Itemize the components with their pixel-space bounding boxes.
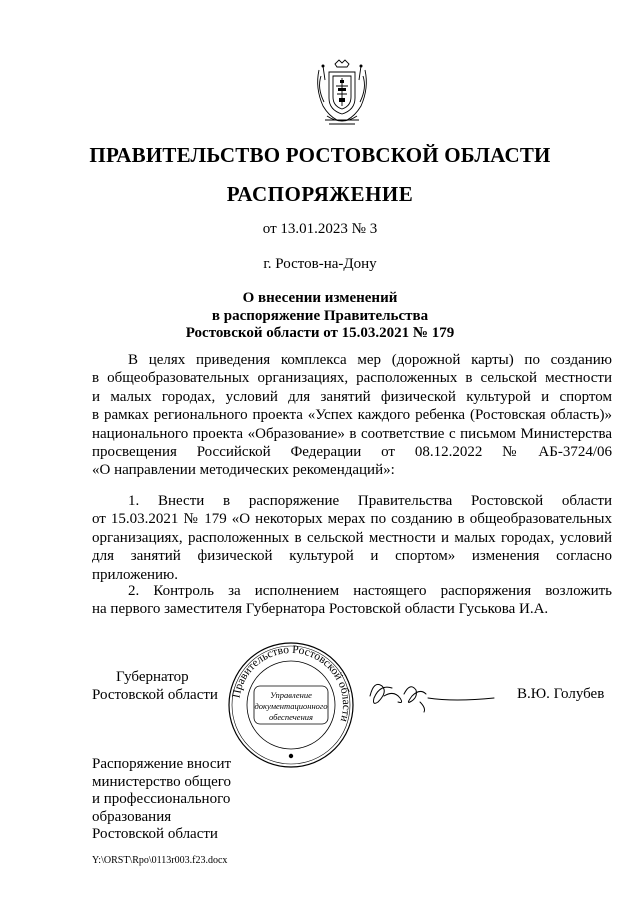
paragraph-line: В целях приведения комплекса мер (дорожной карты) по созданию (128, 352, 612, 368)
file-path: Y:\ORST\Rpo\0113r003.f23.docx (92, 855, 228, 866)
official-seal (226, 640, 356, 770)
paragraph-line: от 15.03.2021 № 179 «О некоторых мерах по созданию в общеобразовательных (92, 511, 612, 528)
paragraph-line: для занятий физической культурой и спортом» изменения согласно (92, 548, 612, 565)
subject-line: О внесении изменений (242, 290, 398, 306)
coat-of-arms-emblem (313, 58, 371, 128)
document-city: г. Ростов-на-Дону (263, 256, 377, 272)
note-line: и профессионального (92, 791, 231, 807)
submitted-by-note (92, 756, 231, 844)
paragraph-line: просвещения Российской Федерации от 08.12.2022 № АБ-3724/06 (92, 444, 612, 461)
document-subject (0, 290, 640, 343)
paragraph-line: и малых городах, условий для занятий физической культурой и спортом (92, 388, 612, 405)
paragraph-line: на первого заместителя Губернатора Ростовской области Гуськова И.А. (92, 601, 549, 618)
signatory-region: Ростовской области (92, 687, 218, 703)
note-line: министерство общего (92, 773, 232, 790)
handwritten-signature (364, 672, 499, 714)
paragraph-line: в общеобразовательных организациях, расположенных в сельской местности (92, 370, 612, 387)
paragraph-line: 2. Контроль за исполнением настоящего распоряжения возложить (128, 583, 612, 599)
paragraph-line: организациях, расположенных в сельской местности и малых городах, условий (92, 529, 612, 546)
signatory-title (92, 668, 218, 704)
seal-inner-line: Управление (270, 690, 312, 700)
subject-line: в распоряжение Правительства (211, 307, 429, 324)
paragraph-line: в рамках регионального проекта «Успех каждого ребенка (Ростовская область)» (92, 407, 612, 424)
paragraph-line: приложению. (92, 566, 179, 583)
item-1-paragraph (92, 492, 612, 584)
paragraph-line: «О направлении методических рекомендаций»: (92, 462, 395, 479)
government-title: ПРАВИТЕЛЬСТВО РОСТОВСКОЙ ОБЛАСТИ (89, 143, 551, 167)
document-date-number: от 13.01.2023 № 3 (262, 221, 378, 237)
intro-paragraph (92, 351, 612, 480)
signatory-position: Губернатор (116, 669, 189, 685)
note-line: образования (92, 808, 172, 825)
seal-inner-line: обеспечения (268, 712, 314, 722)
subject-line: Ростовской области от 15.03.2021 № 179 (185, 325, 455, 341)
signatory-name: В.Ю. Голубев (517, 686, 605, 702)
seal-outer-text: Правительство Ростовской области (230, 643, 353, 724)
note-line: Распоряжение вносит (92, 756, 232, 772)
item-2-paragraph (92, 582, 612, 619)
document-type-title: РАСПОРЯЖЕНИЕ (226, 182, 414, 206)
seal-inner-line: документационного (254, 701, 328, 711)
paragraph-line: 1. Внести в распоряжение Правительства Ростовской области (128, 493, 612, 509)
paragraph-line: национального проекта «Образование» в соответствие с письмом Министерства (92, 425, 612, 442)
note-line: Ростовской области (92, 826, 218, 842)
